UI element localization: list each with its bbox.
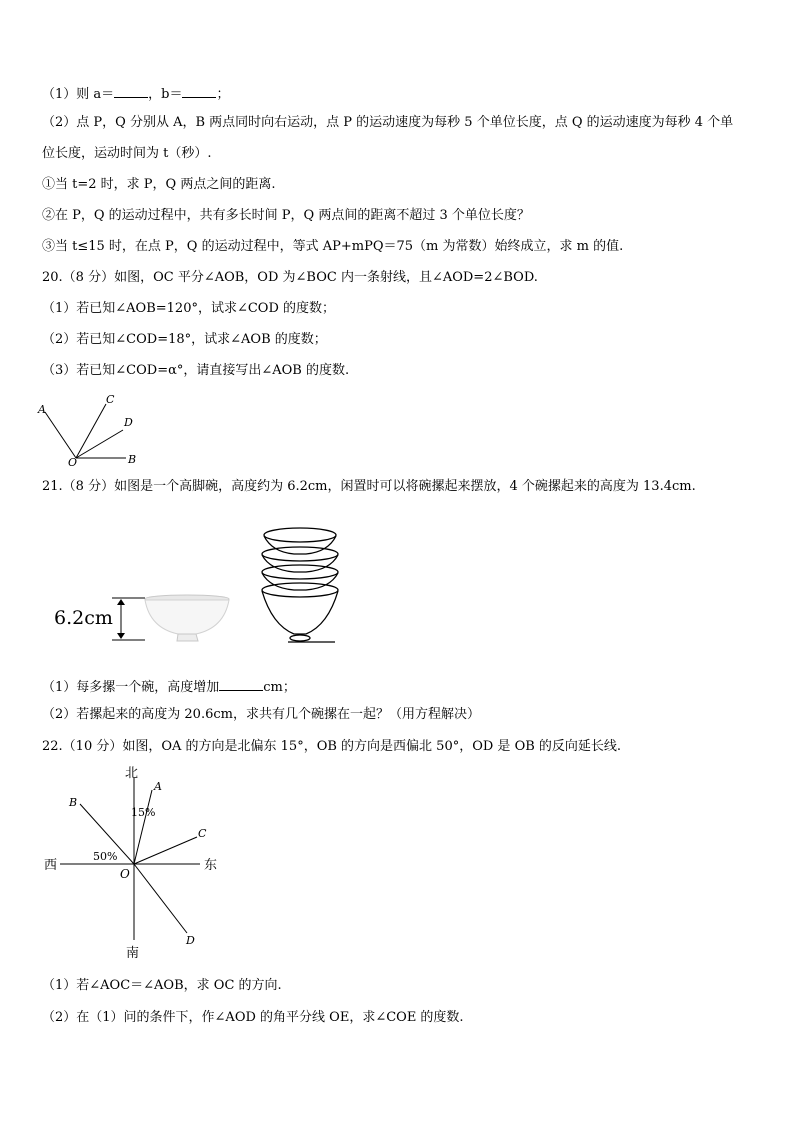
q21-stem: 21.（8 分）如图是一个高脚碗，高度约为 6.2cm，闲置时可以将碗摞起来摆放，4 个碗摞起来的高度为 13.4cm.	[42, 479, 696, 494]
q22-part1: （1）若∠AOC＝∠AOB，求 OC 的方向.	[42, 978, 282, 993]
q21-part2: （2）若摞起来的高度为 20.6cm，求共有几个碗摞在一起？（用方程解决）	[42, 707, 480, 722]
label-o: O	[120, 867, 130, 881]
q20-angle-figure	[30, 390, 150, 470]
q22-direction-figure	[40, 760, 240, 965]
q19-part1-mid: ，b＝	[148, 87, 183, 102]
q21-part1-end: cm；	[263, 680, 296, 695]
label-o: O	[68, 456, 78, 469]
label-b: B	[128, 453, 137, 466]
q19-part1	[42, 83, 230, 104]
q19-sub3: ③当 t≤15 时，在点 P，Q 的运动过程中，等式 AP+mPQ＝75（m 为常数）始终成立，求 m 的值.	[42, 239, 624, 254]
label-a: A	[38, 403, 46, 416]
label-a: A	[154, 780, 162, 793]
label-west: 西	[44, 858, 58, 873]
q19-part1-end: ；	[216, 87, 230, 102]
angle-label-a: 15%	[131, 806, 156, 819]
q19-part2-line2: 位长度，运动时间为 t（秒）.	[42, 146, 212, 161]
angle-label-b: 50%	[93, 850, 118, 863]
ray-oa	[45, 412, 76, 458]
answer-blank-a[interactable]	[114, 83, 148, 98]
q21-part1	[42, 676, 296, 697]
label-b: B	[69, 796, 78, 809]
q20-part1: （1）若已知∠AOB=120°，试求∠COD 的度数；	[42, 301, 336, 316]
q20-part3: （3）若已知∠COD=α°，请直接写出∠AOB 的度数.	[42, 363, 350, 378]
label-c: C	[198, 827, 207, 840]
ray-oc	[76, 404, 106, 458]
label-north: 北	[125, 766, 139, 781]
q22-part2: （2）在（1）问的条件下，作∠AOD 的角平分线 OE，求∠COE 的度数.	[42, 1010, 464, 1025]
label-south: 南	[126, 946, 140, 961]
label-east: 东	[204, 858, 218, 873]
label-c: C	[106, 393, 115, 406]
answer-blank-height[interactable]	[219, 676, 263, 691]
q19-sub1: ①当 t=2 时，求 P，Q 两点之间的距离.	[42, 177, 276, 192]
q21-part1-text: （1）每多摞一个碗，高度增加	[42, 680, 220, 695]
ray-oa	[134, 790, 152, 864]
q19-sub2: ②在 P，Q 的运动过程中，共有多长时间 P，Q 两点间的距离不超过 3 个单位长度？	[42, 208, 530, 223]
ray-od	[76, 430, 123, 458]
q21-bowl-figure	[50, 520, 350, 650]
q19-part1-text: （1）则 a＝	[42, 87, 115, 102]
q22-stem: 22.（10 分）如图，OA 的方向是北偏东 15°，OB 的方向是西偏北 50°，OD 是 OB 的反向延长线.	[42, 739, 622, 754]
stacked-bowls	[262, 528, 338, 642]
label-d: D	[186, 934, 195, 947]
height-label: 6.2cm	[54, 607, 113, 629]
q20-stem: 20.（8 分）如图，OC 平分∠AOB，OD 为∠BOC 内一条射线，且∠AOD=2∠BOD.	[42, 270, 538, 285]
ray-od	[134, 864, 187, 933]
answer-blank-b[interactable]	[182, 83, 216, 98]
q19-part2-line1: （2）点 P，Q 分别从 A，B 两点同时向右运动，点 P 的运动速度为每秒 5 个单位长度，点 Q 的运动速度为每秒 4 个单	[42, 115, 734, 130]
bowl-photo	[145, 595, 229, 641]
q20-part2: （2）若已知∠COD=18°，试求∠AOB 的度数；	[42, 332, 327, 347]
label-d: D	[124, 416, 133, 429]
ray-oc	[134, 837, 197, 864]
